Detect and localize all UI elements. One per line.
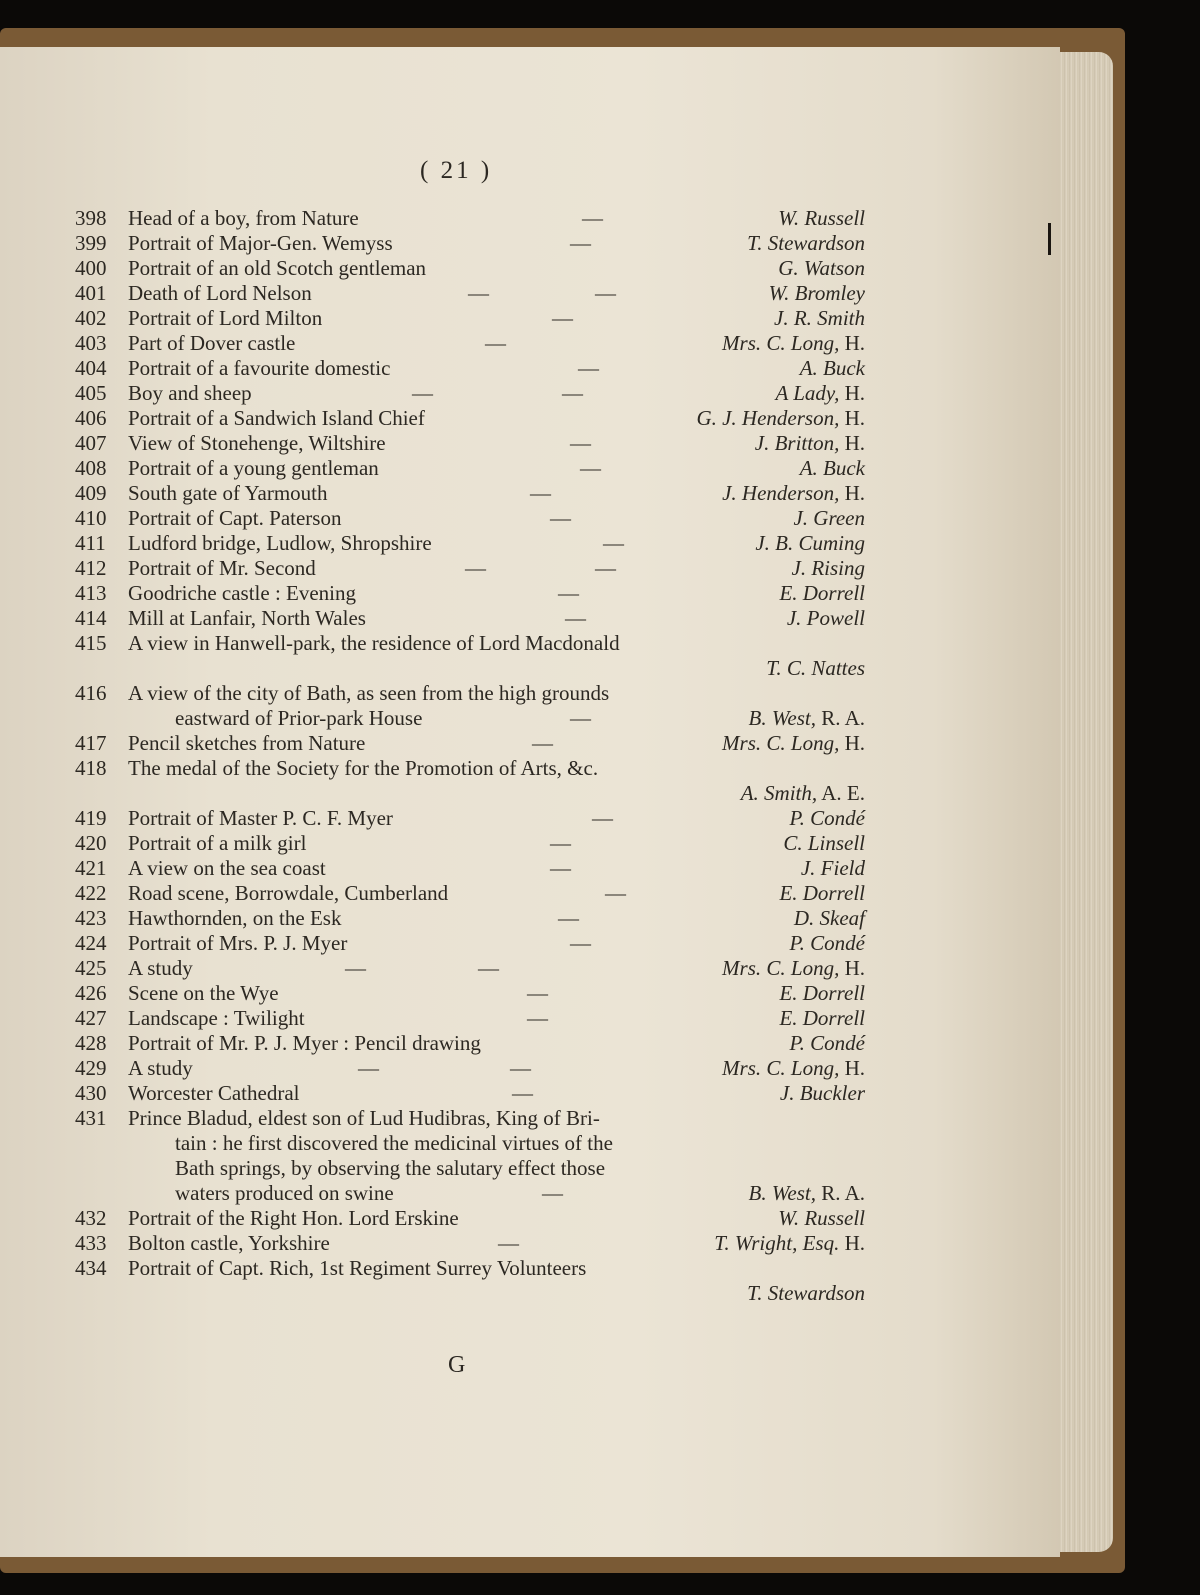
catalogue-entry <box>75 1255 865 1281</box>
entry-number: 412 <box>75 556 107 580</box>
entry-number: 403 <box>75 331 107 355</box>
entry-dash: — <box>562 381 583 405</box>
entry-number: 404 <box>75 356 107 380</box>
entry-artist <box>790 805 865 831</box>
entry-number: 419 <box>75 806 107 830</box>
artist-name: E. Dorrell <box>779 881 865 905</box>
entry-continuation <box>75 1180 865 1206</box>
entry-number: 421 <box>75 856 107 880</box>
catalogue-entry <box>75 205 865 231</box>
entry-artist <box>779 580 865 606</box>
entry-artist <box>722 1055 865 1081</box>
entry-title: South gate of Yarmouth <box>128 481 328 505</box>
entry-artist <box>780 1080 865 1106</box>
entry-number: 408 <box>75 456 107 480</box>
catalogue-entry <box>75 955 865 981</box>
catalogue-entry <box>75 555 865 581</box>
artist-suffix: H. <box>839 1231 865 1255</box>
entry-artist <box>790 930 865 956</box>
artist-suffix: R. A. <box>815 706 865 730</box>
entry-dash: — <box>478 956 499 980</box>
entry-dash: — <box>570 231 591 255</box>
entry-number: 414 <box>75 606 107 630</box>
artist-name: Mrs. C. Long, <box>722 331 840 355</box>
entry-dash: — <box>558 581 579 605</box>
artist-suffix: R. A. <box>815 1181 865 1205</box>
artist-name: E. Dorrell <box>779 981 865 1005</box>
entry-number: 415 <box>75 631 107 655</box>
entry-artist <box>722 955 865 981</box>
entry-number: 427 <box>75 1006 107 1030</box>
entry-artist <box>793 505 865 531</box>
entry-continuation <box>75 705 865 731</box>
entry-artist <box>741 780 865 806</box>
entry-artist <box>755 530 865 556</box>
entry-title: A view on the sea coast <box>128 856 326 880</box>
entry-artist <box>801 855 865 881</box>
artist-name: J. R. Smith <box>774 306 865 330</box>
entry-artist <box>800 455 865 481</box>
entry-artist <box>778 255 865 281</box>
continuation-text: Bath springs, by observing the salutary effect those <box>175 1156 606 1180</box>
catalogue-entry <box>75 1055 865 1081</box>
entry-title: Portrait of a milk girl <box>128 831 307 855</box>
entry-number: 431 <box>75 1106 107 1130</box>
entry-artist <box>779 1005 865 1031</box>
entry-dash: — <box>558 906 579 930</box>
artist-name: A Lady, <box>775 381 840 405</box>
artist-name: A. Buck <box>799 456 865 480</box>
entry-artist <box>778 1205 865 1231</box>
entry-continuation <box>75 655 865 681</box>
catalogue-entry <box>75 855 865 881</box>
artist-name: D. Skeaf <box>793 906 865 930</box>
artist-name: W. Russell <box>778 206 865 230</box>
entry-continuation <box>75 1130 865 1156</box>
catalogue-entry <box>75 830 865 856</box>
entry-title: Bolton castle, Yorkshire <box>128 1231 330 1255</box>
catalogue-entry <box>75 730 865 756</box>
catalogue-entry <box>75 330 865 356</box>
entry-number: 416 <box>75 681 107 705</box>
artist-suffix: H. <box>839 731 865 755</box>
entry-dash: — <box>530 481 551 505</box>
entry-title: Part of Dover castle <box>128 331 296 355</box>
entry-artist <box>766 655 865 681</box>
artist-name: T. Wright, Esq. <box>714 1231 840 1255</box>
artist-suffix: H. <box>839 956 865 980</box>
catalogue-entry <box>75 605 865 631</box>
catalogue-entry <box>75 680 865 706</box>
artist-name: J. Powell <box>786 606 865 630</box>
catalogue-entry <box>75 230 865 256</box>
entry-title: Goodriche castle : Evening <box>128 581 357 605</box>
entry-dash: — <box>358 1056 379 1080</box>
entry-number: 430 <box>75 1081 107 1105</box>
entry-number: 425 <box>75 956 107 980</box>
artist-name: P. Condé <box>789 806 865 830</box>
catalogue-entry <box>75 280 865 306</box>
entry-title: Prince Bladud, eldest son of Lud Hudibras, King of Bri- <box>128 1106 600 1130</box>
entry-continuation <box>75 780 865 806</box>
catalogue-entry <box>75 1230 865 1256</box>
entry-dash: — <box>570 931 591 955</box>
artist-name: Mrs. C. Long, <box>722 1056 840 1080</box>
entry-artist <box>747 1280 865 1306</box>
artist-name: J. Britton, <box>754 431 840 455</box>
entry-title: Portrait of a favourite domestic <box>128 356 391 380</box>
entry-title: Hawthornden, on the Esk <box>128 906 342 930</box>
entry-number: 406 <box>75 406 107 430</box>
entry-number: 422 <box>75 881 107 905</box>
artist-name: T. C. Nattes <box>766 656 865 680</box>
entry-continuation <box>75 1155 865 1181</box>
entry-number: 400 <box>75 256 107 280</box>
artist-name: G. Watson <box>778 256 865 280</box>
entry-dash: — <box>485 331 506 355</box>
entry-artist <box>747 230 865 256</box>
artist-name: A. Smith, <box>740 781 818 805</box>
entry-artist <box>776 380 865 406</box>
entry-number: 420 <box>75 831 107 855</box>
artist-name: C. Linsell <box>783 831 865 855</box>
artist-name: E. Dorrell <box>779 581 865 605</box>
artist-suffix: H. <box>839 381 865 405</box>
entry-number: 402 <box>75 306 107 330</box>
entry-title: Mill at Lanfair, North Wales <box>128 606 366 630</box>
entry-artist <box>722 330 865 356</box>
entry-dash: — <box>550 506 571 530</box>
entry-artist <box>722 730 865 756</box>
entry-title: A study <box>128 1056 193 1080</box>
entry-title: Portrait of Mrs. P. J. Myer <box>128 931 348 955</box>
catalogue-entry <box>75 755 865 781</box>
entry-dash: — <box>512 1081 533 1105</box>
entry-dash: — <box>542 1181 563 1205</box>
entry-artist <box>792 555 866 581</box>
artist-name: E. Dorrell <box>779 1006 865 1030</box>
entry-dash: — <box>570 706 591 730</box>
entry-title: A view of the city of Bath, as seen from the high grounds <box>128 681 610 705</box>
entry-dash: — <box>582 206 603 230</box>
entry-title: Portrait of the Right Hon. Lord Erskine <box>128 1206 459 1230</box>
artist-name: J. Field <box>800 856 865 880</box>
entry-dash: — <box>532 731 553 755</box>
entry-number: 399 <box>75 231 107 255</box>
entry-title: Portrait of Mr. Second <box>128 556 316 580</box>
continuation-text: waters produced on swine <box>175 1181 394 1205</box>
entry-dash: — <box>465 556 486 580</box>
entry-title: Pencil sketches from Nature <box>128 731 366 755</box>
entry-artist <box>779 880 865 906</box>
catalogue-entry <box>75 505 865 531</box>
entry-dash: — <box>552 306 573 330</box>
entry-artist <box>778 205 865 231</box>
entry-artist <box>714 1230 865 1256</box>
entry-artist <box>696 405 865 431</box>
entry-title: Portrait of Mr. P. J. Myer : Pencil drawing <box>128 1031 481 1055</box>
entry-title: Death of Lord Nelson <box>128 281 312 305</box>
entry-title: Road scene, Borrowdale, Cumberland <box>128 881 449 905</box>
catalogue-entry <box>75 455 865 481</box>
entry-number: 405 <box>75 381 107 405</box>
entry-title: Ludford bridge, Ludlow, Shropshire <box>128 531 432 555</box>
entry-artist <box>749 705 866 731</box>
entry-title: Portrait of an old Scotch gentleman <box>128 256 427 280</box>
artist-name: Mrs. C. Long, <box>722 956 840 980</box>
entry-title: Portrait of Lord Milton <box>128 306 323 330</box>
entry-number: 411 <box>75 531 106 555</box>
artist-name: P. Condé <box>789 931 865 955</box>
entry-dash: — <box>592 806 613 830</box>
artist-name: T. Stewardson <box>747 231 865 255</box>
entry-dash: — <box>498 1231 519 1255</box>
artist-name: J. Rising <box>791 556 865 580</box>
catalogue-entry <box>75 1205 865 1231</box>
entry-number: 428 <box>75 1031 107 1055</box>
catalogue-entry <box>75 580 865 606</box>
bookmark-ribbon <box>1048 223 1051 255</box>
entry-title: Portrait of Capt. Paterson <box>128 506 342 530</box>
entry-title: Scene on the Wye <box>128 981 279 1005</box>
entry-number: 407 <box>75 431 107 455</box>
entry-artist <box>774 305 865 331</box>
catalogue-entry <box>75 980 865 1006</box>
entry-number: 432 <box>75 1206 107 1230</box>
continuation-text: tain : he first discovered the medicinal virtues of the <box>175 1131 613 1155</box>
artist-name: P. Condé <box>789 1031 865 1055</box>
catalogue-entry <box>75 355 865 381</box>
entry-title: View of Stonehenge, Wiltshire <box>128 431 386 455</box>
catalogue-entry <box>75 805 865 831</box>
entry-number: 429 <box>75 1056 107 1080</box>
entry-title: Portrait of a Sandwich Island Chief <box>128 406 425 430</box>
entry-number: 434 <box>75 1256 107 1280</box>
artist-name: J. Buckler <box>779 1081 865 1105</box>
entry-dash: — <box>468 281 489 305</box>
entry-dash: — <box>578 356 599 380</box>
entry-title: Portrait of Major-Gen. Wemyss <box>128 231 393 255</box>
entry-number: 423 <box>75 906 107 930</box>
catalogue-entry <box>75 305 865 331</box>
artist-name: J. Henderson, <box>722 481 840 505</box>
entry-dash: — <box>603 531 624 555</box>
entry-dash: — <box>527 981 548 1005</box>
entry-dash: — <box>570 431 591 455</box>
entry-title: Boy and sheep <box>128 381 252 405</box>
page-text <box>0 47 1060 1557</box>
entry-artist <box>800 355 865 381</box>
entry-artist <box>790 1030 865 1056</box>
continuation-text: eastward of Prior-park House <box>175 706 423 730</box>
entry-title: The medal of the Society for the Promotion of Arts, &c. <box>128 756 599 780</box>
entry-continuation <box>75 1280 865 1306</box>
entry-dash: — <box>580 456 601 480</box>
artist-name: J. Green <box>793 506 865 530</box>
entry-dash: — <box>595 556 616 580</box>
entry-artist <box>783 830 865 856</box>
entry-title: A view in Hanwell-park, the residence of Lord Macdonald <box>128 631 620 655</box>
entry-artist <box>769 280 865 306</box>
entry-number: 398 <box>75 206 107 230</box>
artist-name: B. West, <box>748 706 816 730</box>
entry-number: 410 <box>75 506 107 530</box>
artist-suffix: A. E. <box>817 781 865 805</box>
artist-suffix: H. <box>839 481 865 505</box>
entry-number: 418 <box>75 756 107 780</box>
entry-artist <box>749 1180 866 1206</box>
entry-number: 401 <box>75 281 107 305</box>
catalogue-entry <box>75 255 865 281</box>
catalogue-entry <box>75 1030 865 1056</box>
entry-dash: — <box>510 1056 531 1080</box>
entry-title: Worcester Cathedral <box>128 1081 300 1105</box>
catalogue-entry <box>75 905 865 931</box>
catalogue-entry <box>75 530 865 556</box>
artist-suffix: H. <box>839 331 865 355</box>
page-number: ( 21 ) <box>420 157 493 184</box>
catalogue-entry <box>75 430 865 456</box>
catalogue-entry <box>75 880 865 906</box>
catalogue-page <box>0 47 1060 1557</box>
entry-artist <box>787 605 865 631</box>
entry-title: Head of a boy, from Nature <box>128 206 359 230</box>
entry-title: Portrait of a young gentleman <box>128 456 379 480</box>
entry-dash: — <box>605 881 626 905</box>
entry-number: 433 <box>75 1231 107 1255</box>
signature-mark: G <box>448 1352 466 1378</box>
entry-dash: — <box>595 281 616 305</box>
entry-artist <box>779 980 865 1006</box>
entry-dash: — <box>527 1006 548 1030</box>
catalogue-entry <box>75 380 865 406</box>
catalogue-entry <box>75 630 865 656</box>
artist-name: Mrs. C. Long, <box>722 731 840 755</box>
entry-artist <box>794 905 865 931</box>
entry-dash: — <box>550 856 571 880</box>
artist-name: W. Bromley <box>768 281 865 305</box>
catalogue-entry <box>75 930 865 956</box>
entry-dash: — <box>345 956 366 980</box>
catalogue-entry <box>75 1105 865 1131</box>
entry-title: Landscape : Twilight <box>128 1006 305 1030</box>
entry-dash: — <box>565 606 586 630</box>
entry-artist <box>722 480 865 506</box>
entry-title: Portrait of Master P. C. F. Myer <box>128 806 393 830</box>
catalogue-entry <box>75 1005 865 1031</box>
artist-name: W. Russell <box>778 1206 865 1230</box>
artist-suffix: H. <box>839 431 865 455</box>
entry-title: Portrait of Capt. Rich, 1st Regiment Surrey Volunteers <box>128 1256 587 1280</box>
entry-title: A study <box>128 956 193 980</box>
artist-name: J. B. Cuming <box>755 531 865 555</box>
entry-number: 413 <box>75 581 107 605</box>
entry-artist <box>755 430 865 456</box>
entry-number: 409 <box>75 481 107 505</box>
entry-dash: — <box>550 831 571 855</box>
artist-suffix: H. <box>839 406 865 430</box>
catalogue-entry <box>75 480 865 506</box>
entry-dash: — <box>412 381 433 405</box>
entry-number: 424 <box>75 931 107 955</box>
artist-name: G. J. Henderson, <box>696 406 840 430</box>
entry-number: 417 <box>75 731 107 755</box>
catalogue-entry <box>75 1080 865 1106</box>
artist-suffix: H. <box>839 1056 865 1080</box>
entry-number: 426 <box>75 981 107 1005</box>
artist-name: T. Stewardson <box>747 1281 865 1305</box>
artist-name: A. Buck <box>799 356 865 380</box>
artist-name: B. West, <box>748 1181 816 1205</box>
catalogue-entry <box>75 405 865 431</box>
